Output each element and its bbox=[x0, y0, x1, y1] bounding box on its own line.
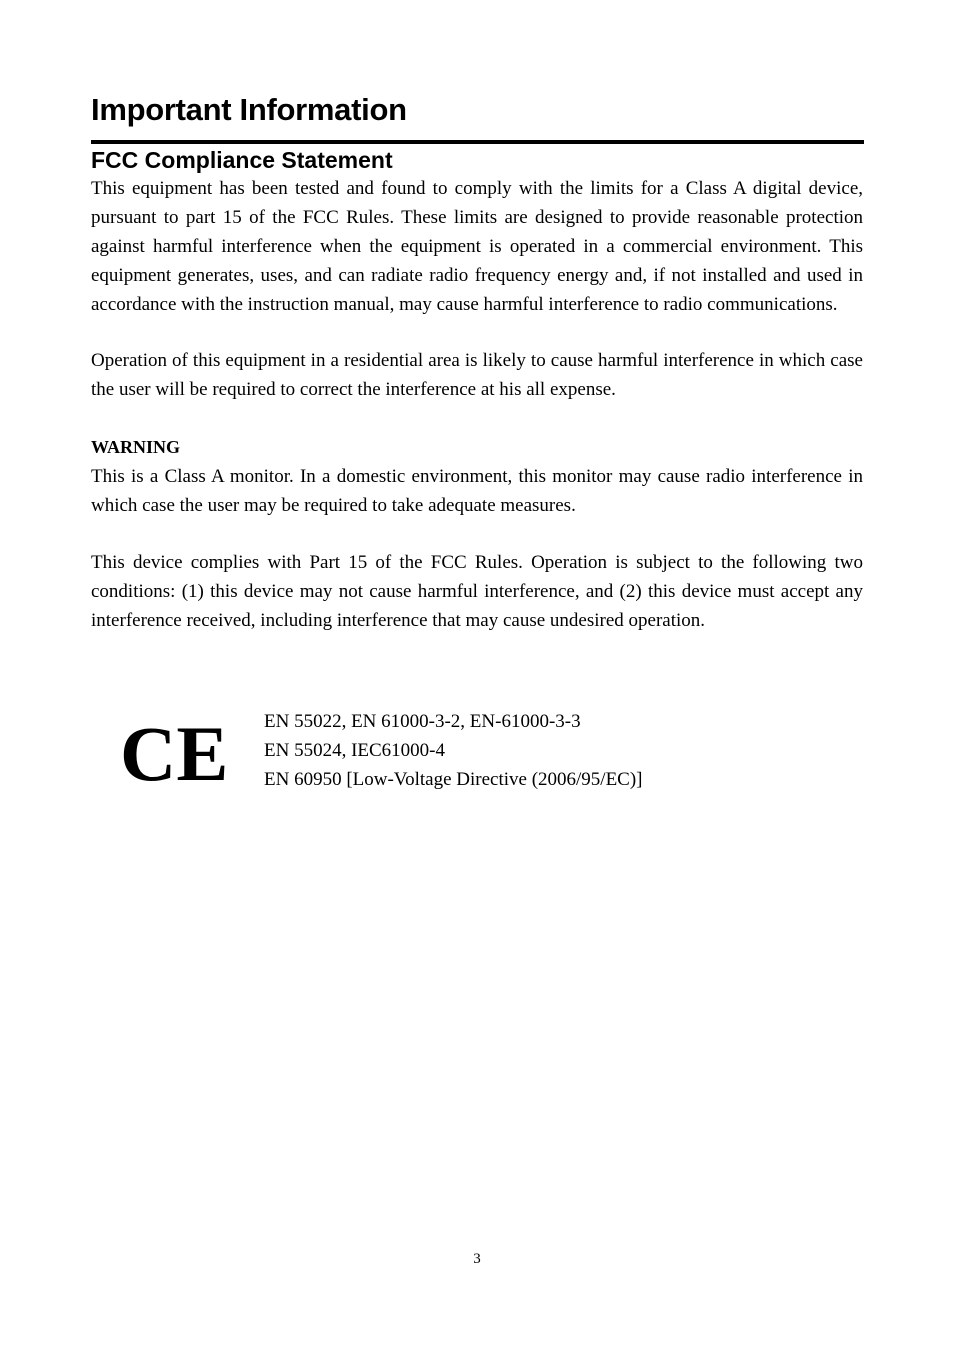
warning-text: This is a Class A monitor. In a domestic environment, this monitor may cause radio interference in which case the user may be required to take adequate measures. bbox=[91, 466, 863, 516]
warning-heading: WARNING bbox=[91, 437, 181, 457]
fcc-paragraph-1: This equipment has been tested and found to comply with the limits for a Class A digital device, pursuant to part 15 of the FCC Rules. These limits are designed to provide reasonable protection against harmful interference when the equipment is operated in a commercial environment. This equipment generates, uses, and can radiate radio frequency energy and, if not installed and used in accordance with the instruction manual, may cause harmful interference to radio communications. bbox=[91, 178, 863, 315]
compliance-paragraph: This device complies with Part 15 of the FCC Rules. Operation is subject to the following two conditions: (1) this device may not cause harmful interference, and (2) this device must accept any interference received, including interference that may cause undesired operation. bbox=[91, 552, 863, 631]
fcc-paragraph-2: Operation of this equipment in a residential area is likely to cause harmful interference in which case the user will be required to correct the interference at his all expense. bbox=[91, 350, 863, 400]
page-title: Important Information bbox=[91, 92, 407, 127]
page-number: 3 bbox=[473, 1251, 481, 1267]
title-divider bbox=[91, 140, 864, 144]
standards-list bbox=[264, 707, 643, 794]
ce-mark-icon bbox=[120, 705, 240, 805]
standard-item: EN 60950 [Low-Voltage Directive (2006/95/EC)] bbox=[264, 769, 643, 790]
standard-item: EN 55022, EN 61000-3-2, EN-61000-3-3 bbox=[264, 711, 581, 732]
standard-item: EN 55024, IEC61000-4 bbox=[264, 740, 446, 761]
ce-mark-text: CE bbox=[120, 710, 229, 797]
section-heading: FCC Compliance Statement bbox=[91, 147, 393, 173]
